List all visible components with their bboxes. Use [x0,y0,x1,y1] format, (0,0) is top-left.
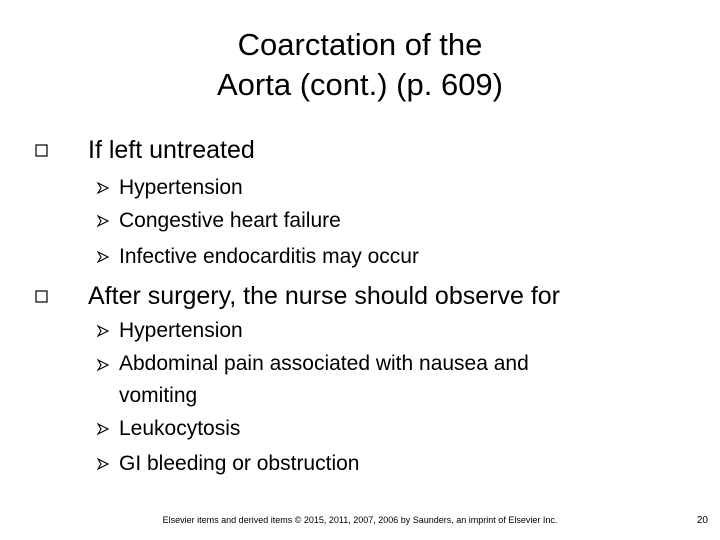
sub-bullet-item [97,171,243,204]
sub-bullet-item [97,204,341,237]
page-number: 20 [696,515,708,526]
bullet-heading: After surgery, the nurse should observe for [88,282,560,310]
title-line-2: Aorta (cont.) (p. 609) [216,67,503,102]
copyright-footer: Elsevier items and derived items © 2015, 2011, 2007, 2006 by Saunders, an imprint of Elsevier Inc. [162,515,558,525]
sub-bullet-text: Hypertension [119,319,243,342]
bullet-heading: If left untreated [88,136,255,164]
arrowhead-bullet-icon [97,204,111,237]
arrowhead-bullet-icon [97,412,111,445]
arrowhead-bullet-icon [97,314,111,347]
square-bullet-icon [35,135,49,165]
sub-bullet-text: Leukocytosis [119,417,241,440]
bullet-item [58,135,255,165]
arrowhead-bullet-icon [97,348,111,381]
sub-bullet-text: Congestive heart failure [119,209,341,232]
sub-bullet-item [97,240,419,273]
sub-bullet-text: Abdominal pain associated with nausea and vomiting [119,352,529,407]
title-line-1: Coarctation of the [237,27,483,62]
sub-bullet-text: Hypertension [119,176,243,199]
arrowhead-bullet-icon [97,171,111,204]
sub-bullet-item [97,348,589,412]
square-bullet-icon [35,281,49,311]
arrowhead-bullet-icon [97,447,111,480]
sub-bullet-item [97,447,359,480]
sub-bullet-item [97,314,243,347]
arrowhead-bullet-icon [97,240,111,273]
sub-bullet-text: GI bleeding or obstruction [119,452,360,475]
sub-bullet-item [97,412,240,445]
bullet-item [58,281,560,311]
slide-title [0,25,720,105]
sub-bullet-text: Infective endocarditis may occur [119,245,419,268]
